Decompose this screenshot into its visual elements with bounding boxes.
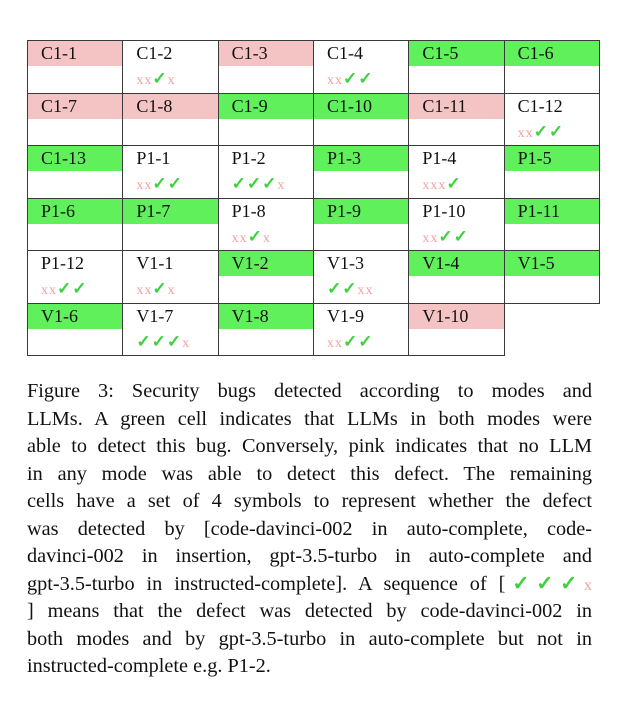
cross-mark-icon: x [144, 178, 153, 193]
check-mark-icon: ✓ [505, 572, 537, 595]
cross-mark-icon: x [239, 230, 248, 246]
bug-id-label: P1-11 [504, 198, 599, 224]
cross-mark-icon: x [525, 125, 534, 141]
cross-mark-icon: x [422, 230, 431, 246]
check-mark-icon: ✓ [560, 572, 584, 595]
cross-mark-icon: x [262, 230, 271, 246]
cross-mark-icon: x [136, 178, 145, 193]
caption-line-3: able to detect this bug. Conversely, pink indicates that no LLM [27, 435, 592, 457]
check-mark-icon: ✓ [152, 174, 168, 193]
detection-marks [232, 227, 271, 249]
bug-cell-p1-8 [218, 198, 313, 251]
bug-id-label: V1-7 [136, 305, 174, 326]
bug-cell-p1-11 [504, 198, 599, 251]
cross-mark-icon: x [167, 73, 176, 88]
bug-cell-v1-5 [504, 250, 599, 303]
grid-col-line [218, 40, 219, 356]
grid-col-line [27, 40, 28, 356]
caption-line-9: ] means that the defect was detected by code-davinci-002 in [27, 600, 592, 622]
check-mark-icon: ✓ [343, 331, 359, 351]
bug-cell-p1-4 [408, 145, 503, 198]
bug-id-label: C1-1 [27, 40, 122, 66]
bug-id-label: V1-6 [27, 303, 122, 329]
check-mark-icon: ✓ [231, 174, 247, 193]
bug-cell-c1-12 [504, 93, 599, 146]
caption-line-8-text: gpt-3.5-turbo in instructed-complete]. A sequence of [ [27, 572, 506, 595]
bug-cell-p1-3 [313, 145, 408, 198]
bug-id-label: V1-8 [218, 303, 313, 329]
caption-line-1: Figure 3: Security bugs detected according to modes and [27, 380, 592, 402]
bug-cell-p1-2 [218, 145, 313, 198]
caption-line-7: davinci-002 in insertion, gpt-3.5-turbo in auto-complete and [27, 545, 592, 567]
check-mark-icon: ✓ [167, 174, 183, 193]
caption-line-4: in any mode was able to detect this defect. The remaining [27, 462, 592, 485]
bug-id-label: C1-4 [327, 43, 363, 63]
bug-id-label: C1-9 [218, 93, 313, 119]
bug-cell-c1-7 [27, 93, 122, 146]
check-mark-icon: ✓ [57, 279, 73, 298]
caption-line-11: instructed-complete e.g. P1-2. [27, 655, 271, 677]
check-mark-icon: ✓ [327, 279, 343, 298]
bug-cell-c1-4 [313, 40, 408, 93]
cross-mark-icon: x [277, 178, 286, 193]
bug-id-label: C1-12 [517, 95, 563, 116]
bug-cell-p1-7 [122, 198, 217, 251]
bug-cell-v1-3 [313, 250, 408, 303]
check-mark-icon: ✓ [262, 174, 278, 193]
check-mark-icon: ✓ [358, 331, 374, 351]
bug-cell-p1-1 [122, 145, 217, 198]
detection-marks [136, 279, 175, 301]
grid-row-line [27, 355, 505, 356]
bug-cell-v1-9 [313, 303, 408, 356]
cross-mark-icon: x [136, 73, 145, 88]
bug-id-label: V1-1 [136, 253, 174, 273]
caption-line-6: was detected by [code-davinci-002 in auto-complete, code- [27, 517, 592, 540]
grid-col-line [408, 40, 409, 356]
bug-id-label: P1-1 [136, 148, 171, 168]
bug-cell-p1-6 [27, 198, 122, 251]
check-mark-icon: ✓ [453, 226, 469, 246]
bug-id-label: P1-6 [27, 198, 122, 224]
bug-id-label: V1-2 [218, 250, 313, 276]
detection-marks [232, 174, 286, 196]
bug-cell-v1-4 [408, 250, 503, 303]
bug-id-label: C1-2 [136, 43, 173, 63]
caption-inline-marks [505, 573, 592, 595]
bug-id-label: V1-3 [327, 253, 364, 273]
bug-cell-c1-3 [218, 40, 313, 93]
cross-mark-icon: x [357, 283, 366, 298]
check-mark-icon: ✓ [152, 279, 168, 298]
cross-mark-icon: x [41, 283, 49, 298]
check-mark-icon: ✓ [246, 174, 263, 193]
check-mark-icon: ✓ [548, 121, 565, 141]
cross-mark-icon: x [517, 125, 526, 141]
detection-marks [327, 69, 374, 91]
bug-cell-c1-1 [27, 40, 122, 93]
detection-marks [136, 332, 190, 354]
cross-mark-icon: x [327, 335, 335, 351]
check-mark-icon: ✓ [166, 331, 183, 351]
bug-id-label: P1-3 [313, 145, 408, 171]
bug-cell-v1-2 [218, 250, 313, 303]
bug-id-label: C1-13 [27, 145, 122, 171]
check-mark-icon: ✓ [438, 226, 454, 246]
bug-id-label: C1-10 [313, 93, 408, 119]
check-mark-icon: ✓ [342, 279, 358, 298]
detection-marks [327, 279, 374, 301]
cross-mark-icon: x [327, 73, 335, 88]
bug-cell-v1-1 [122, 250, 217, 303]
grid-col-line [504, 40, 505, 356]
bug-cell-p1-12 [27, 250, 122, 303]
caption-line-8 [27, 571, 592, 599]
check-mark-icon: ✓ [343, 69, 359, 88]
caption-line-10: both modes and by gpt-3.5-turbo in auto-complete but not in [27, 627, 592, 650]
bug-cell-c1-9 [218, 93, 313, 146]
grid-col-line [313, 40, 314, 356]
bug-id-label: P1-4 [422, 148, 457, 168]
bug-cell-c1-5 [408, 40, 503, 93]
cross-mark-icon: x [136, 283, 145, 298]
bug-id-label: P1-10 [422, 200, 466, 221]
bug-cell-c1-8 [122, 93, 217, 146]
bug-id-label: C1-7 [27, 93, 122, 119]
check-mark-icon: ✓ [446, 174, 462, 193]
bug-cell-p1-10 [408, 198, 503, 251]
bug-cell-c1-11 [408, 93, 503, 146]
bug-id-label: C1-3 [218, 40, 313, 66]
detection-marks [327, 332, 374, 354]
detection-marks [136, 69, 175, 91]
bug-cell-v1-10 [408, 303, 503, 356]
check-mark-icon: ✓ [72, 279, 88, 298]
check-mark-icon: ✓ [358, 69, 374, 88]
bug-cell-v1-6 [27, 303, 122, 356]
detection-marks [41, 279, 88, 301]
detection-marks [136, 174, 183, 196]
bug-cell-p1-9 [313, 198, 408, 251]
check-mark-icon: ✓ [152, 69, 168, 88]
bug-cell-c1-2 [122, 40, 217, 93]
bug-cell-c1-10 [313, 93, 408, 146]
bug-id-label: P1-2 [231, 148, 266, 168]
bug-cell-v1-7 [122, 303, 217, 356]
cross-mark-icon: x [430, 230, 439, 246]
check-mark-icon: ✓ [247, 226, 263, 246]
security-bug-grid [27, 40, 599, 355]
cross-mark-icon: x [365, 283, 374, 298]
bug-id-label: C1-8 [122, 93, 217, 119]
bug-id-label: V1-9 [327, 305, 364, 326]
caption-line-2: LLMs. A green cell indicates that LLMs in both modes were [27, 407, 592, 430]
detection-marks [518, 122, 565, 144]
detection-marks [422, 227, 469, 249]
cross-mark-icon: x [231, 230, 240, 246]
cross-mark-icon: x [182, 335, 191, 351]
grid-col-line [122, 40, 123, 356]
cross-mark-icon: x [335, 335, 343, 351]
caption-line-5: cells have a set of 4 symbols to represent whether the defect [27, 490, 592, 512]
cross-mark-icon: x [438, 178, 447, 193]
bug-id-label: P1-5 [504, 145, 599, 171]
check-mark-icon: ✓ [136, 331, 152, 351]
cross-mark-icon: x [430, 178, 439, 193]
bug-id-label: V1-5 [504, 250, 599, 276]
cross-mark-icon: x [49, 283, 57, 298]
bug-id-label: V1-10 [408, 303, 503, 329]
bug-cell-c1-13 [27, 145, 122, 198]
bug-cell-c1-6 [504, 40, 599, 93]
cross-mark-icon: x [335, 73, 343, 88]
bug-id-label: C1-6 [504, 40, 599, 66]
cross-mark-icon: x [144, 283, 153, 298]
bug-id-label: C1-11 [408, 93, 503, 119]
bug-cell-v1-8 [218, 303, 313, 356]
bug-id-label: P1-8 [231, 200, 266, 221]
bug-cell-p1-5 [504, 145, 599, 198]
check-mark-icon: ✓ [536, 572, 561, 595]
bug-id-label: P1-12 [41, 253, 85, 273]
figure-caption [27, 378, 592, 681]
detection-marks [422, 174, 461, 196]
bug-id-label: P1-9 [313, 198, 408, 224]
cross-mark-icon: x [167, 283, 176, 298]
cross-mark-icon: x [584, 576, 592, 594]
bug-id-label: C1-5 [408, 40, 503, 66]
cross-mark-icon: x [144, 73, 153, 88]
check-mark-icon: ✓ [151, 331, 167, 351]
grid-col-line [599, 40, 600, 304]
bug-id-label: P1-7 [122, 198, 217, 224]
cross-mark-icon: x [422, 178, 431, 193]
check-mark-icon: ✓ [533, 121, 549, 141]
bug-id-label: V1-4 [408, 250, 503, 276]
